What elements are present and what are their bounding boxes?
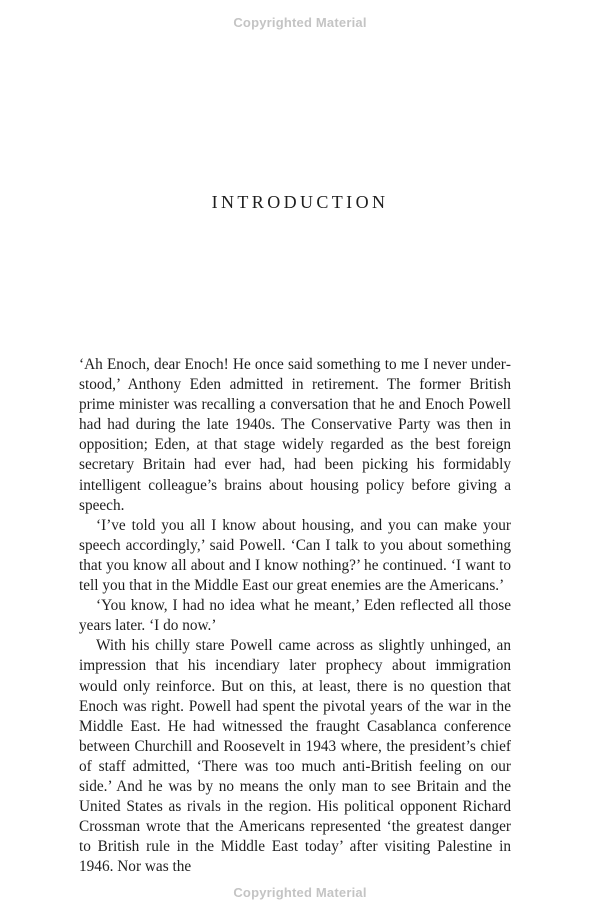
paragraph: ‘You know, I had no idea what he meant,’ Eden reflected all those years later. ‘I do now.’ bbox=[79, 597, 511, 635]
body-text bbox=[79, 355, 511, 877]
chapter-title: INTRODUCTION bbox=[211, 192, 389, 212]
copyright-watermark-top: Copyrighted Material bbox=[233, 15, 367, 30]
paragraph: ‘I’ve told you all I know about housing, and you can make your speech accordingly,’ said Powell. ‘Can I talk to you about something that you know all about and I know nothing?’ he continued. ‘I want to tell you that in the Middle East our great enemies are the Americans.’ bbox=[79, 516, 511, 595]
paragraph: With his chilly stare Powell came across as slightly unhinged, an impression that his incendiary later prophecy about immigration would only reinforce. But on this, at least, there is no question that Enoch was right. Powell had spent the pivotal years of the war in the Middle East. He had witnessed the fraught Casablanca conference between Churchill and Roosevelt in 1943 where, the president’s chief of staff admitted, ‘There was too much anti-British feeling on our side.’ And he was by no means the only man to see Britain and the United States as rivals in the region. His political opponent Richard Crossman wrote that the Americans represented ‘the greatest danger to British rule in the Middle East today’ after visiting Palestine in 1946. Nor was the bbox=[79, 637, 511, 876]
paragraph: ‘Ah Enoch, dear Enoch! He once said something to me I never understood,’ Anthony Eden admitted in retirement. The former British prime minister was recalling a conversation that he and Enoch Powell had had during the late 1940s. The Conservative Party was then in opposition; Eden, at that stage widely regarded as the best foreign secretary Britain had ever had, had been picking his formidably intelligent colleague’s brains about housing policy before giving a speech. bbox=[79, 356, 511, 514]
copyright-watermark-bottom: Copyrighted Material bbox=[233, 885, 367, 900]
